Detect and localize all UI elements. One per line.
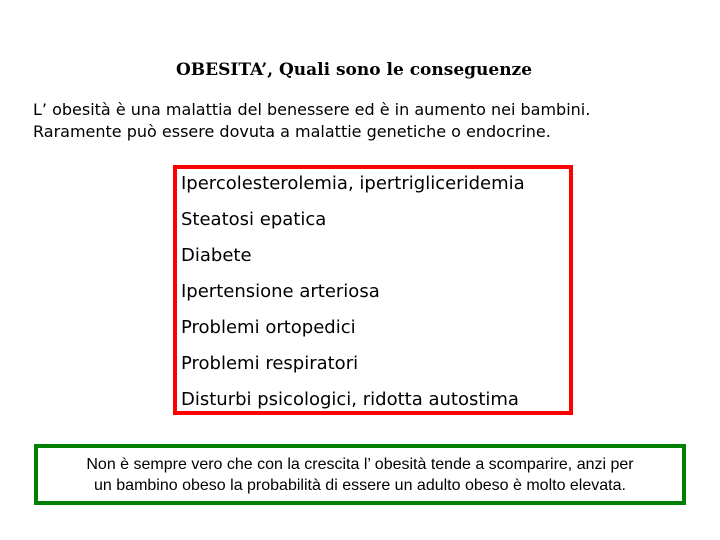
note-line: Non è sempre vero che con la crescita l’ obesità tende a scomparire, anzi per (86, 455, 634, 473)
consequence-item: Ipercolesterolemia, ipertrigliceridemia (181, 173, 525, 194)
consequences-list (181, 170, 525, 422)
consequence-item: Problemi respiratori (181, 353, 359, 374)
consequence-item: Ipertensione arteriosa (181, 281, 380, 302)
slide-title: OBESITA’, Quali sono le conseguenze (175, 60, 533, 80)
intro-line: L’ obesità è una malattia del benessere ed è in aumento nei bambini. (33, 100, 591, 119)
consequence-item: Disturbi psicologici, ridotta autostima (181, 389, 519, 410)
note-box (34, 444, 686, 505)
consequence-item: Problemi ortopedici (181, 317, 356, 338)
consequence-item: Diabete (181, 245, 252, 266)
consequence-item: Steatosi epatica (181, 209, 327, 230)
note-line: un bambino obeso la probabilità di essere un adulto obeso è molto elevata. (94, 476, 626, 494)
intro-paragraph (33, 99, 703, 143)
intro-line: Raramente può essere dovuta a malattie genetiche o endocrine. (33, 122, 551, 141)
